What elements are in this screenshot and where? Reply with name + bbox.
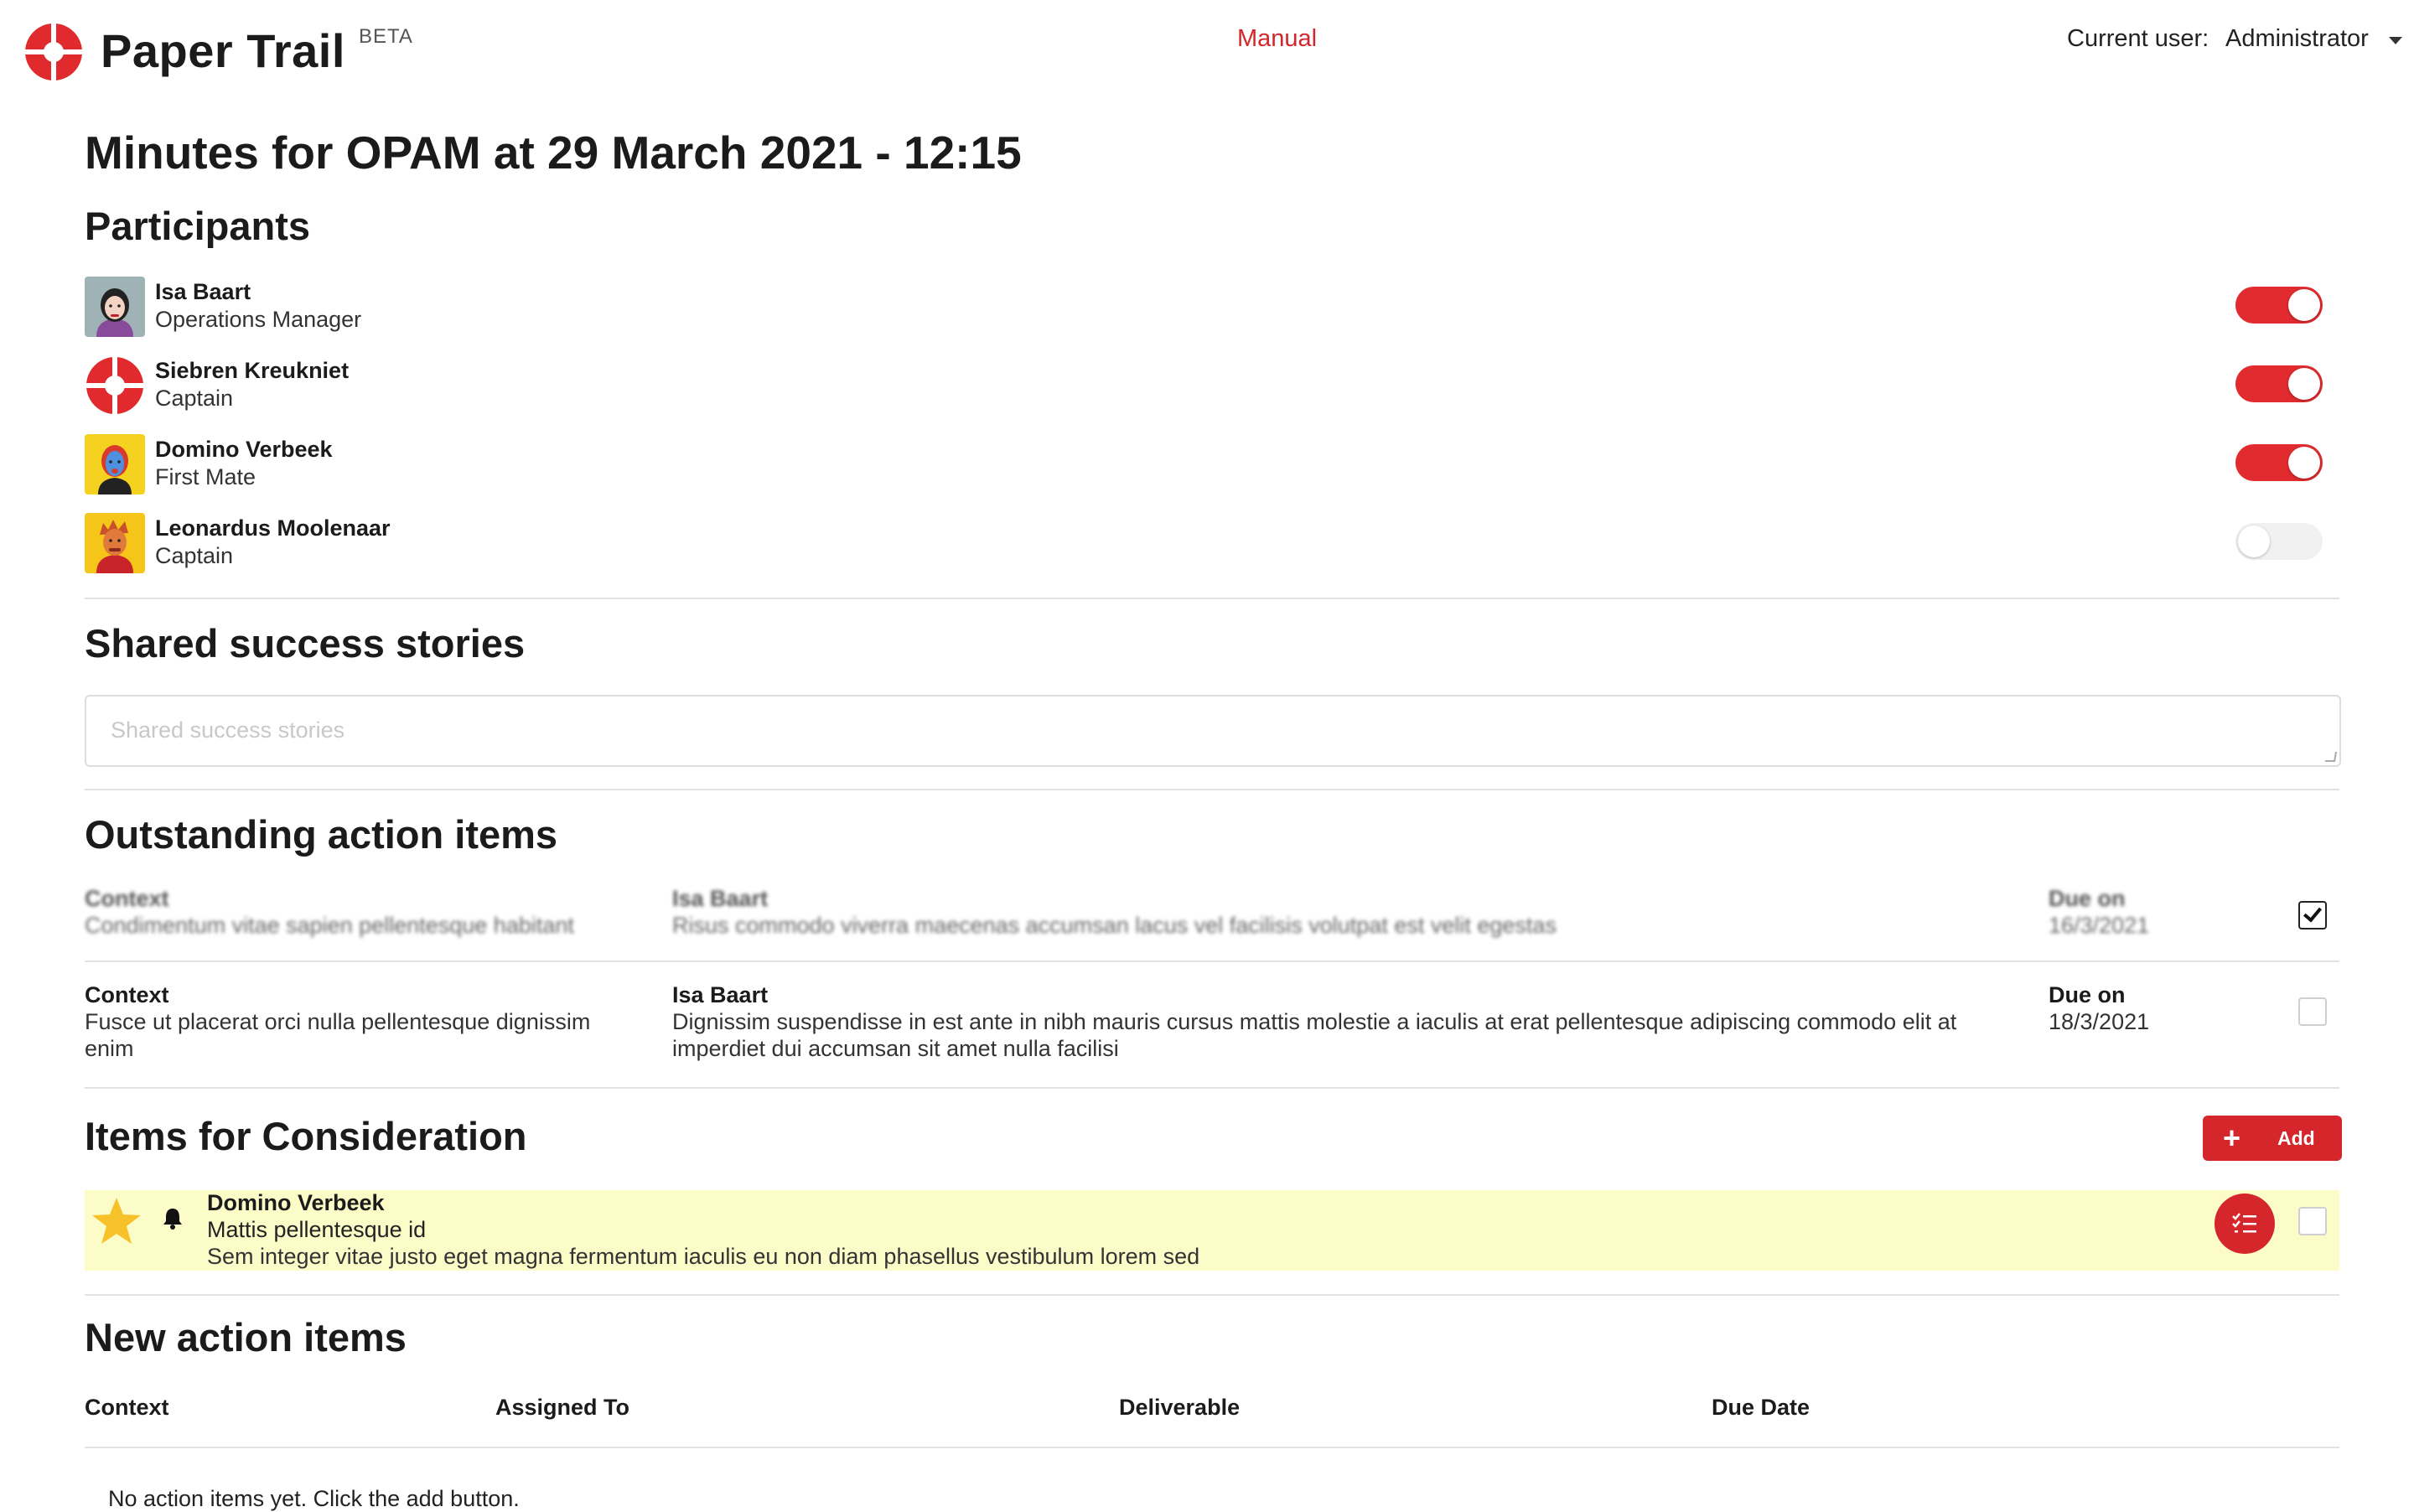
plus-icon: + xyxy=(2223,1121,2241,1155)
item-author: Domino Verbeek xyxy=(207,1190,385,1215)
item-checkbox[interactable] xyxy=(2298,1207,2327,1235)
item-subject: Mattis pellentesque id xyxy=(207,1217,427,1242)
attendance-toggle[interactable] xyxy=(2235,287,2323,324)
participant-row xyxy=(85,434,2339,495)
add-button-label: Add xyxy=(2277,1127,2315,1149)
current-user-select[interactable]: Administrator xyxy=(2225,25,2369,52)
page-title: Minutes for OPAM at 29 March 2021 - 12:15 xyxy=(85,127,1022,179)
participant-row xyxy=(85,277,2339,337)
star-icon[interactable] xyxy=(89,1194,144,1250)
context-text: Fusce ut placerat orci nulla pellentesque dignissim enim xyxy=(85,1009,591,1061)
column-header-context: Context xyxy=(85,1395,169,1420)
participant-name: Domino Verbeek xyxy=(155,437,333,462)
participant-role: First Mate xyxy=(155,464,256,489)
current-user-label: Current user: xyxy=(2067,25,2209,52)
resize-handle-icon[interactable] xyxy=(2325,752,2337,762)
toggle-knob xyxy=(2288,368,2320,400)
participant-role: Captain xyxy=(155,386,234,411)
done-checkbox[interactable] xyxy=(2298,901,2327,929)
divider xyxy=(85,598,2339,599)
context-label: Context xyxy=(85,982,169,1007)
add-item-button[interactable] xyxy=(2203,1116,2342,1161)
due-date: 16/3/2021 xyxy=(2049,913,2150,938)
consideration-heading: Items for Consideration xyxy=(85,1114,527,1158)
participant-role: Operations Manager xyxy=(155,307,362,332)
avatar-woman-icon xyxy=(85,277,145,337)
avatar xyxy=(85,277,145,337)
assignee-name: Isa Baart xyxy=(672,886,769,911)
action-description: Dignissim suspendisse in est ante in nibh mauris cursus mattis molestie a iaculis at erat pellentesque adipiscing commodo elit at imperdiet dui accumsan sit amet nulla facilisi xyxy=(672,1009,1957,1061)
toggle-knob xyxy=(2238,526,2270,557)
top-bar xyxy=(0,0,2414,109)
avatar-man-icon xyxy=(85,513,145,573)
paper-trail-logo-icon[interactable] xyxy=(23,22,84,82)
divider xyxy=(85,1447,2339,1448)
due-date: 18/3/2021 xyxy=(2049,1009,2150,1034)
avatar xyxy=(85,434,145,495)
participants-heading: Participants xyxy=(85,204,311,248)
brand-name[interactable]: Paper Trail xyxy=(101,24,345,77)
avatar-blue-face-icon xyxy=(85,434,145,495)
divider xyxy=(85,1294,2339,1296)
column-header-due-date: Due Date xyxy=(1712,1395,1810,1420)
avatar xyxy=(85,513,145,573)
participant-row xyxy=(85,513,2339,573)
attendance-toggle[interactable] xyxy=(2235,444,2323,481)
divider xyxy=(85,789,2339,790)
participant-row xyxy=(85,355,2339,416)
success-stories-textarea[interactable] xyxy=(85,695,2341,767)
divider xyxy=(85,961,2339,962)
empty-state-message: No action items yet. Click the add button. xyxy=(108,1486,520,1511)
context-label: Context xyxy=(85,886,169,911)
manual-link[interactable]: Manual xyxy=(1237,25,1318,52)
bell-icon[interactable] xyxy=(160,1205,185,1230)
avatar xyxy=(85,355,145,416)
beta-badge: BETA xyxy=(359,25,413,48)
toggle-knob xyxy=(2288,289,2320,321)
participant-name: Siebren Kreukniet xyxy=(155,358,350,383)
attendance-toggle[interactable] xyxy=(2235,523,2323,560)
checklist-icon xyxy=(2231,1212,2258,1235)
outstanding-heading: Outstanding action items xyxy=(85,812,558,857)
due-label: Due on xyxy=(2049,886,2126,911)
attendance-toggle[interactable] xyxy=(2235,365,2323,402)
success-stories-heading: Shared success stories xyxy=(85,621,526,665)
toggle-knob xyxy=(2288,447,2320,479)
convert-to-action-button[interactable] xyxy=(2215,1194,2275,1254)
participant-role: Captain xyxy=(155,543,234,568)
assignee-name: Isa Baart xyxy=(672,982,769,1007)
due-label: Due on xyxy=(2049,982,2126,1007)
lifebuoy-icon xyxy=(85,355,145,416)
context-text: Condimentum vitae sapien pellentesque habitant xyxy=(85,913,574,938)
item-description: Sem integer vitae justo eget magna fermentum iaculis eu non diam phasellus vestibulum lorem sed xyxy=(207,1244,1200,1269)
chevron-down-icon[interactable] xyxy=(2389,37,2402,44)
column-header-deliverable: Deliverable xyxy=(1119,1395,1241,1420)
consideration-item xyxy=(85,1190,2339,1271)
participant-name: Isa Baart xyxy=(155,279,251,304)
action-description: Risus commodo viverra maecenas accumsan lacus vel facilisis volutpat est velit egestas xyxy=(672,913,1557,938)
column-header-assigned-to: Assigned To xyxy=(495,1395,630,1420)
participant-name: Leonardus Moolenaar xyxy=(155,515,391,541)
new-action-items-heading: New action items xyxy=(85,1315,407,1359)
done-checkbox[interactable] xyxy=(2298,997,2327,1026)
success-stories-placeholder: Shared success stories xyxy=(111,717,345,743)
divider xyxy=(85,1087,2339,1089)
